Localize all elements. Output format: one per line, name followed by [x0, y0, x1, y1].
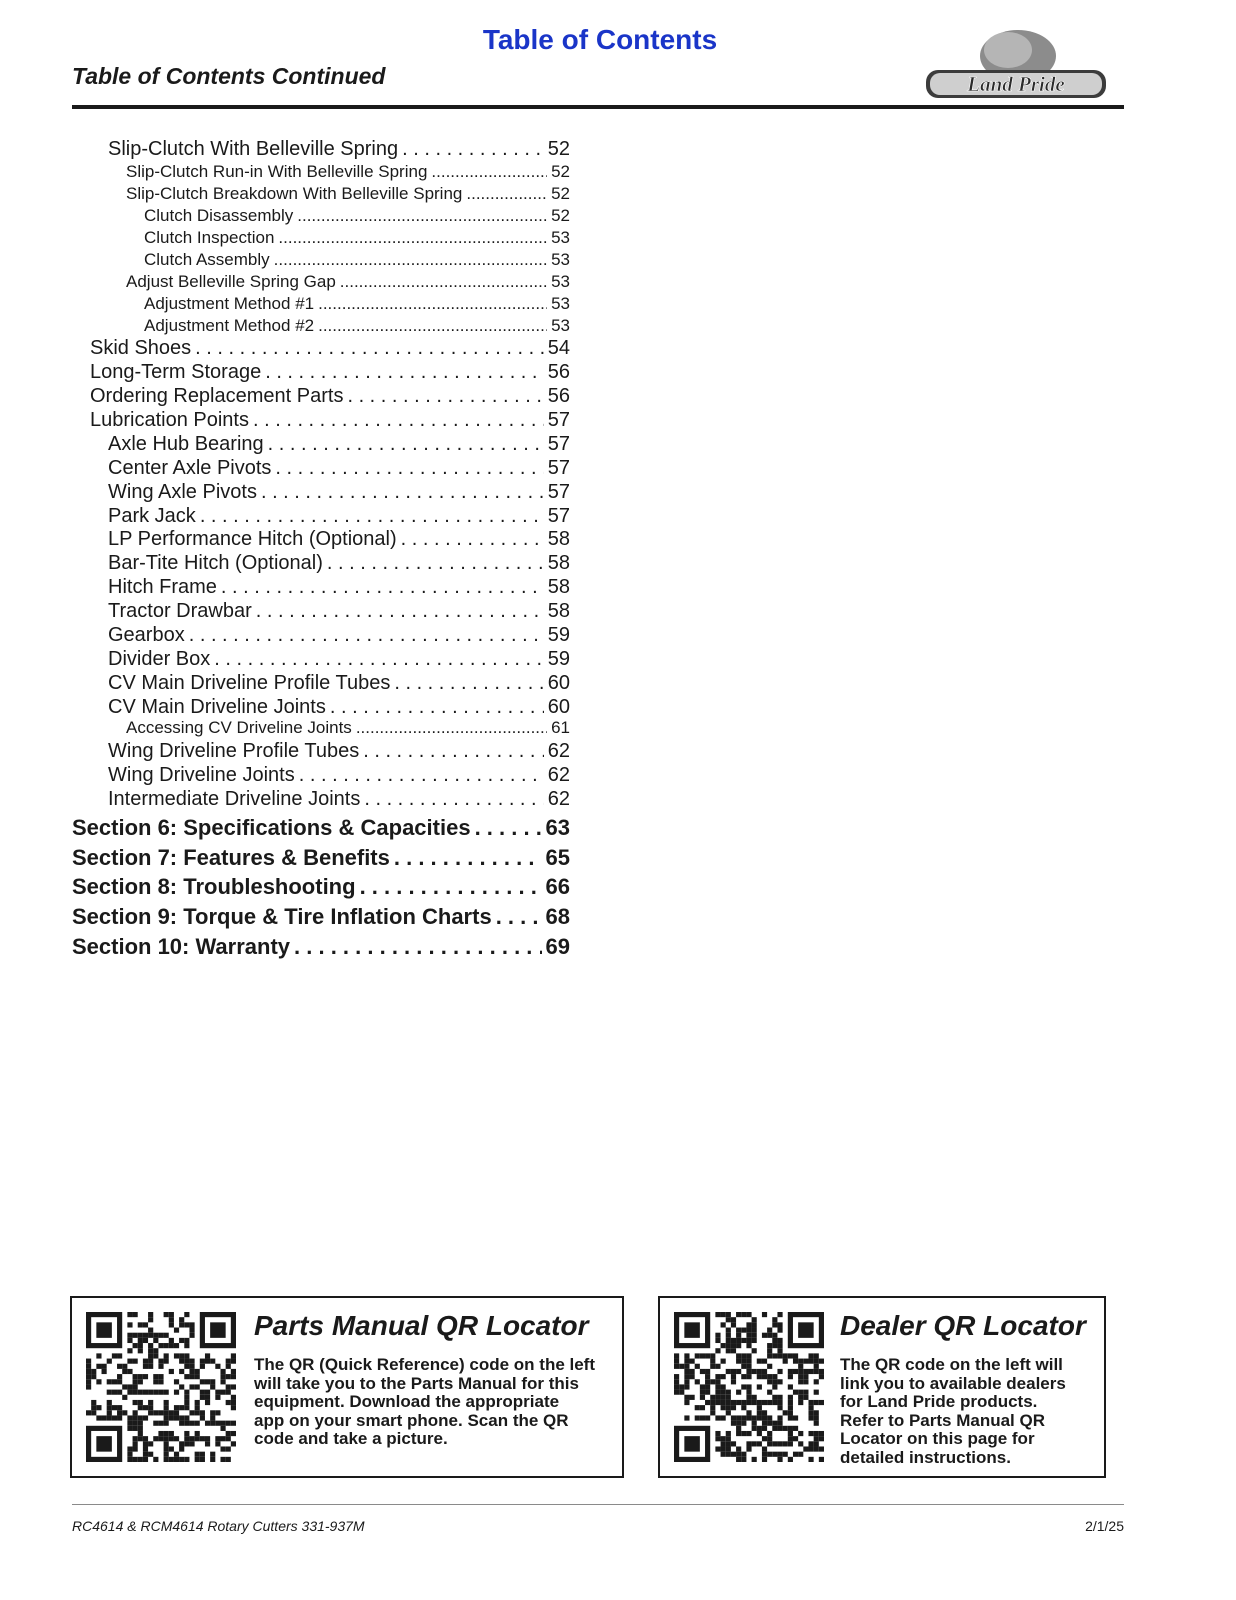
toc-entry-label: Axle Hub Bearing: [108, 433, 264, 455]
parts-qr-title: Parts Manual QR Locator: [254, 1310, 589, 1341]
toc-entry[interactable]: [108, 433, 570, 456]
toc-entry-label: Wing Driveline Joints: [108, 764, 295, 786]
toc-entry[interactable]: [90, 409, 570, 432]
toc-section-entry[interactable]: [72, 815, 570, 841]
toc-entry[interactable]: [108, 138, 570, 161]
toc-entry-page: 62: [547, 740, 570, 762]
toc-entry[interactable]: [108, 552, 570, 575]
toc-entry-page: 57: [547, 505, 570, 527]
toc-entry-label: Gearbox: [108, 624, 185, 646]
toc-entry-page: 53: [551, 272, 570, 291]
toc-entry-label: Section 7: Features & Benefits: [72, 845, 390, 870]
toc-entry[interactable]: [108, 696, 570, 719]
dot-leader: [253, 409, 544, 432]
toc-entry-page: 60: [547, 696, 570, 718]
dot-leader: [340, 272, 547, 292]
toc-entry-page: 58: [547, 600, 570, 622]
toc-entry-label: Long-Term Storage: [90, 361, 262, 383]
toc-entry-label: Adjust Belleville Spring Gap: [126, 272, 336, 291]
description-line: for Land Pride products.: [840, 1392, 1038, 1411]
description-line: equipment. Download the appropriate: [254, 1392, 560, 1411]
toc-entry-label: Section 8: Troubleshooting: [72, 874, 356, 899]
toc-entry[interactable]: [108, 600, 570, 623]
toc-entry-page: 58: [547, 552, 570, 574]
toc-entry[interactable]: [144, 206, 570, 226]
toc-entry-page: 69: [545, 934, 570, 959]
dot-leader: [363, 740, 544, 763]
toc-entry[interactable]: [90, 361, 570, 384]
dot-leader: [475, 815, 542, 841]
description-line: The QR code on the left will: [840, 1355, 1063, 1374]
dot-leader: [268, 433, 544, 456]
toc-entry[interactable]: [108, 788, 570, 811]
toc-entry-page: 60: [547, 672, 570, 694]
toc-entry-label: Accessing CV Driveline Joints: [126, 718, 352, 737]
toc-entry[interactable]: [126, 272, 570, 292]
toc-entry-label: Clutch Disassembly: [144, 206, 294, 225]
toc-entry-label: Slip-Clutch Run-in With Belleville Spring: [126, 162, 428, 181]
toc-entry[interactable]: [126, 184, 570, 204]
dot-leader: [297, 206, 547, 226]
toc-entry-page: 58: [547, 528, 570, 550]
toc-entry-label: Divider Box: [108, 648, 211, 670]
toc-entry-label: Park Jack: [108, 505, 196, 527]
dealer-qr-locator-box: [658, 1296, 1106, 1478]
dot-leader: [360, 874, 542, 900]
dot-leader: [275, 457, 543, 480]
toc-entry-label: Wing Axle Pivots: [108, 481, 257, 503]
toc-entry-label: Slip-Clutch With Belleville Spring: [108, 138, 399, 160]
toc-entry-label: Skid Shoes: [90, 337, 192, 359]
toc-entry-label: LP Performance Hitch (Optional): [108, 528, 397, 550]
footer-rule: [72, 1504, 1124, 1505]
toc-entry-page: 53: [551, 316, 570, 335]
toc-entry-label: Adjustment Method #1: [144, 294, 315, 313]
toc-entry[interactable]: [126, 718, 570, 738]
toc-entry[interactable]: [108, 505, 570, 528]
header-rule: [72, 105, 1124, 109]
dot-leader: [466, 184, 547, 204]
toc-entry-label: CV Main Driveline Profile Tubes: [108, 672, 391, 694]
toc-entry-page: 57: [547, 457, 570, 479]
toc-entry-page: 53: [551, 228, 570, 247]
toc-entry-page: 66: [545, 874, 570, 899]
toc-entry[interactable]: [144, 228, 570, 248]
dot-leader: [496, 904, 542, 930]
toc-entry-page: 65: [545, 845, 570, 870]
description-line: code and take a picture.: [254, 1429, 448, 1448]
toc-entry-label: Ordering Replacement Parts: [90, 385, 344, 407]
footer-date: 2/1/25: [1085, 1518, 1124, 1534]
toc-entry-page: 59: [547, 624, 570, 646]
dealer-qr-title: Dealer QR Locator: [840, 1310, 1086, 1341]
logo-text: Land Pride: [967, 72, 1065, 96]
parts-manual-qr-code[interactable]: [86, 1312, 236, 1462]
dot-leader: [189, 624, 544, 647]
toc-entry-label: Section 10: Warranty: [72, 934, 291, 959]
description-line: Locator on this page for: [840, 1429, 1035, 1448]
toc-entry[interactable]: [90, 385, 570, 408]
toc-entry[interactable]: [144, 250, 570, 270]
toc-entry-label: Clutch Assembly: [144, 250, 270, 269]
toc-entry-page: 58: [547, 576, 570, 598]
description-line: link you to available dealers: [840, 1373, 1066, 1393]
toc-section-entry[interactable]: [72, 845, 570, 871]
dealer-qr-description: [840, 1356, 1066, 1467]
toc-entry-page: 56: [547, 385, 570, 407]
toc-entry[interactable]: [90, 337, 570, 360]
dot-leader: [299, 764, 544, 787]
toc-entry-page: 52: [551, 184, 570, 203]
dot-leader: [401, 528, 544, 551]
toc-entry-label: Slip-Clutch Breakdown With Belleville Spring: [126, 184, 463, 203]
toc-entry-label: CV Main Driveline Joints: [108, 696, 326, 718]
toc-entry-label: Hitch Frame: [108, 576, 217, 598]
toc-section-entry[interactable]: [72, 934, 570, 960]
toc-entry-label: Wing Driveline Profile Tubes: [108, 740, 360, 762]
page-title: Table of Contents: [482, 24, 718, 55]
toc-entry-page: 53: [551, 250, 570, 269]
land-pride-logo: [920, 26, 1112, 106]
toc-entry-page: 57: [547, 481, 570, 503]
dot-leader: [347, 385, 543, 408]
toc-entry-page: 57: [547, 409, 570, 431]
toc-entry-label: Tractor Drawbar: [108, 600, 252, 622]
toc-entry-page: 56: [547, 361, 570, 383]
toc-entry-label: Center Axle Pivots: [108, 457, 272, 479]
toc-entry[interactable]: [144, 294, 570, 314]
toc-entry-label: Bar-Tite Hitch (Optional): [108, 552, 323, 574]
toc-entry-page: 52: [547, 138, 570, 160]
toc-entry[interactable]: [108, 764, 570, 787]
dot-leader: [318, 316, 547, 336]
toc-entry[interactable]: [108, 672, 570, 695]
dot-leader: [294, 934, 541, 960]
dot-leader: [261, 481, 544, 504]
toc-entry[interactable]: [108, 481, 570, 504]
dot-leader: [221, 576, 544, 599]
toc-entry[interactable]: [144, 316, 570, 336]
footer-manual-title: RC4614 & RCM4614 Rotary Cutters 331-937M: [72, 1518, 365, 1534]
toc-entry-page: 61: [551, 718, 570, 737]
toc-entry-label: Intermediate Driveline Joints: [108, 788, 361, 810]
toc-entry[interactable]: [108, 528, 570, 551]
description-line: app on your smart phone. Scan the QR: [254, 1410, 569, 1430]
dot-leader: [278, 228, 547, 248]
parts-qr-locator-box: [70, 1296, 624, 1478]
toc-entry-label: Adjustment Method #2: [144, 316, 315, 335]
toc-entry-page: 59: [547, 648, 570, 670]
toc-entry-page: 68: [545, 904, 570, 929]
dot-leader: [274, 250, 547, 270]
dot-leader: [327, 552, 544, 575]
toc-entry-label: Section 6: Specifications & Capacities: [72, 815, 471, 840]
dot-leader: [356, 718, 547, 738]
description-line: will take you to the Parts Manual for this: [254, 1373, 579, 1393]
toc-entry-page: 53: [551, 294, 570, 313]
toc-section-entry[interactable]: [72, 904, 570, 930]
dot-leader: [256, 600, 544, 623]
dot-leader: [402, 138, 544, 161]
toc-entry[interactable]: [126, 162, 570, 182]
dot-leader: [431, 162, 547, 182]
dot-leader: [200, 505, 544, 528]
toc-entry-label: Section 9: Torque & Tire Inflation Charts: [72, 904, 492, 929]
toc-entry-page: 54: [547, 337, 570, 359]
dot-leader: [195, 337, 544, 360]
toc-entry-page: 57: [547, 433, 570, 455]
dealer-qr-code[interactable]: [674, 1312, 824, 1462]
dot-leader: [330, 696, 544, 719]
dot-leader: [394, 672, 543, 695]
dot-leader: [394, 845, 542, 871]
description-line: The QR (Quick Reference) code on the left: [254, 1355, 596, 1374]
toc-entry[interactable]: [108, 576, 570, 599]
parts-qr-description: [254, 1356, 595, 1449]
dot-leader: [318, 294, 547, 314]
toc-entry-page: 52: [551, 206, 570, 225]
toc-entry[interactable]: [108, 740, 570, 763]
dot-leader: [265, 361, 544, 384]
toc-entry-page: 62: [547, 788, 570, 810]
section-subtitle: Table of Contents Continued: [72, 63, 386, 89]
toc-entry-label: Clutch Inspection: [144, 228, 275, 247]
toc-section-entry[interactable]: [72, 874, 570, 900]
dot-leader: [364, 788, 543, 811]
description-line: Refer to Parts Manual QR: [840, 1410, 1045, 1430]
toc-entry[interactable]: [108, 457, 570, 480]
toc-entry-page: 62: [547, 764, 570, 786]
dot-leader: [214, 648, 543, 671]
description-line: detailed instructions.: [840, 1447, 1011, 1467]
toc-entry-page: 63: [545, 815, 570, 840]
toc-entry-label: Lubrication Points: [90, 409, 249, 431]
toc-entry[interactable]: [108, 648, 570, 671]
toc-entry[interactable]: [108, 624, 570, 647]
toc-entry-page: 52: [551, 162, 570, 181]
